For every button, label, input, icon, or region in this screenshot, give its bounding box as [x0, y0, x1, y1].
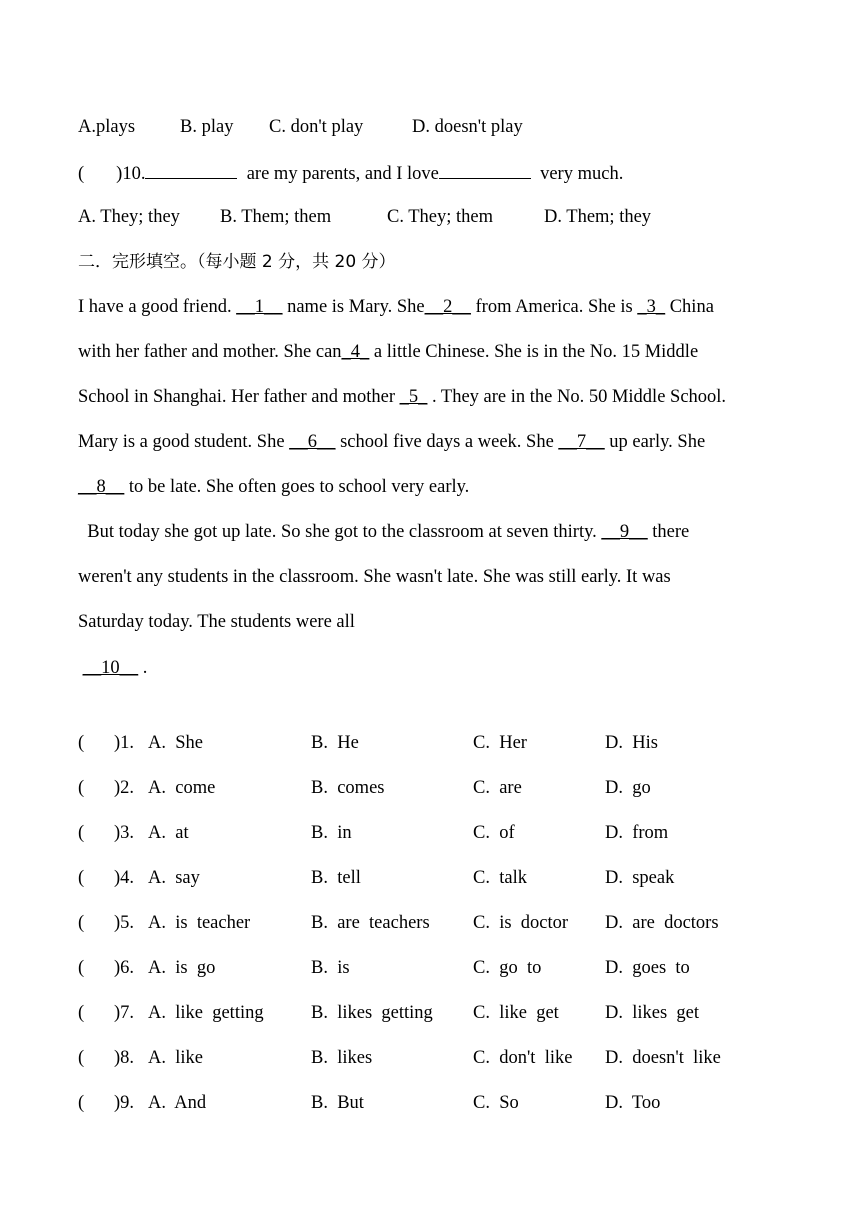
choice-option-c: C. don't like [473, 1048, 573, 1068]
passage-text: with her father and mother. She can [78, 342, 342, 362]
q9-option-a: A.plays [78, 117, 136, 137]
passage-text: . They are in the No. 50 Middle School. [427, 387, 727, 407]
choice-option-a: A. come [148, 778, 216, 798]
choice-option-b: B. is [311, 958, 350, 978]
question-number: )2. [114, 778, 135, 798]
question-number: )7. [114, 1003, 135, 1023]
q10-question [78, 160, 623, 186]
choice-option-d: D. speak [605, 868, 675, 888]
blank-4: _4_ [341, 342, 370, 362]
q10-option-a: A. They; they [78, 207, 180, 227]
passage-text: I have a good friend. [78, 297, 237, 317]
question-number: )1. [114, 733, 135, 753]
choice-option-d: D. from [605, 823, 669, 843]
choice-option-d: D. are doctors [605, 913, 719, 933]
answer-paren-open: ( [78, 823, 85, 843]
choice-option-b: B. comes [311, 778, 385, 798]
answer-paren-open: ( [78, 958, 85, 978]
choice-option-b: B. likes getting [311, 1003, 433, 1023]
choice-option-d: D. likes get [605, 1003, 700, 1023]
passage-text: there [647, 522, 690, 542]
passage-text: school five days a week. She [335, 432, 559, 452]
q9-option-b: B. play [180, 117, 234, 137]
answer-paren-open: ( [78, 164, 85, 184]
choice-option-a: A. is go [148, 958, 216, 978]
passage-line-8: Saturday today. The students were all [78, 612, 355, 632]
question-number: )3. [114, 823, 135, 843]
question-number: )10. [116, 164, 146, 184]
choice-option-c: C. is doctor [473, 913, 569, 933]
answer-paren-open: ( [78, 1048, 85, 1068]
q10-option-b: B. Them; them [220, 207, 332, 227]
choice-option-d: D. Too [605, 1093, 661, 1113]
passage-text: a little Chinese. She is in the No. 15 Middle [369, 342, 699, 362]
q10-option-d: D. Them; they [544, 207, 652, 227]
question-number: )8. [114, 1048, 135, 1068]
question-number: )6. [114, 958, 135, 978]
passage-text: School in Shanghai. Her father and mother [78, 387, 400, 407]
section-heading: 二．完形填空。（每小题 2 分，共 20 分） [78, 252, 396, 272]
choice-option-b: B. in [311, 823, 352, 843]
choice-option-d: D. His [605, 733, 658, 753]
passage-line-4 [78, 430, 705, 454]
q9-option-d: D. doesn't play [412, 117, 523, 137]
blank-9: __9__ [601, 522, 648, 542]
passage-line-6 [78, 520, 689, 544]
passage-line-2 [78, 340, 698, 364]
answer-paren-open: ( [78, 733, 85, 753]
answer-paren-open: ( [78, 868, 85, 888]
q9-option-c: C. don't play [269, 117, 364, 137]
passage-text: But today she got up late. So she got to the classroom at seven thirty. [78, 522, 602, 542]
passage-text: . [138, 658, 148, 678]
choice-option-a: A. is teacher [148, 913, 251, 933]
question-number: )9. [114, 1093, 135, 1113]
blank-line [145, 160, 237, 179]
blank-5: _5_ [399, 387, 428, 407]
passage-text: Mary is a good student. She [78, 432, 290, 452]
choice-option-c: C. are [473, 778, 522, 798]
blank-7: __7__ [558, 432, 605, 452]
choice-option-d: D. doesn't like [605, 1048, 721, 1068]
choice-option-c: C. like get [473, 1003, 559, 1023]
choice-option-c: C. So [473, 1093, 519, 1113]
q10-option-c: C. They; them [387, 207, 494, 227]
choice-option-b: B. tell [311, 868, 361, 888]
q9-options [78, 115, 523, 139]
answer-paren-open: ( [78, 1093, 85, 1113]
blank-line [439, 160, 531, 179]
choice-option-c: C. go to [473, 958, 542, 978]
passage-line-5 [78, 475, 469, 499]
passage-line-7: weren't any students in the classroom. She wasn't late. She was still early. It was [78, 567, 671, 587]
choice-option-b: B. are teachers [311, 913, 430, 933]
answer-paren-open: ( [78, 778, 85, 798]
passage-line-9 [78, 656, 147, 680]
choice-option-d: D. goes to [605, 958, 690, 978]
passage-line-3 [78, 385, 726, 409]
passage-line-1 [78, 295, 714, 319]
blank-3: _3_ [637, 297, 666, 317]
choice-option-c: C. of [473, 823, 515, 843]
choice-option-a: A. say [148, 868, 200, 888]
choice-option-c: C. talk [473, 868, 527, 888]
passage-text: China [665, 297, 714, 317]
blank-6: __6__ [289, 432, 336, 452]
q10-text-part2: very much. [540, 164, 624, 184]
q10-text-part1: are my parents, and I love [246, 164, 439, 184]
choice-option-b: B. He [311, 733, 359, 753]
answer-paren-open: ( [78, 913, 85, 933]
choice-option-a: A. at [148, 823, 189, 843]
blank-1: __1__ [236, 297, 283, 317]
passage-text: name is Mary. She [282, 297, 425, 317]
question-number: )4. [114, 868, 135, 888]
choice-option-b: B. But [311, 1093, 364, 1113]
choice-option-a: A. And [148, 1093, 207, 1113]
passage-text: to be late. She often goes to school very early. [124, 477, 470, 497]
question-number: )5. [114, 913, 135, 933]
choice-option-c: C. Her [473, 733, 527, 753]
passage-text: up early. She [604, 432, 706, 452]
blank-2: __2__ [424, 297, 471, 317]
blank-10: __10__ [82, 658, 139, 678]
choice-option-a: A. like getting [148, 1003, 264, 1023]
choice-option-a: A. She [148, 733, 203, 753]
blank-8: __8__ [78, 477, 125, 497]
passage-text: from America. She is [470, 297, 638, 317]
q10-options [78, 205, 651, 229]
answer-paren-open: ( [78, 1003, 85, 1023]
choice-option-b: B. likes [311, 1048, 373, 1068]
choice-option-a: A. like [148, 1048, 203, 1068]
choice-option-d: D. go [605, 778, 651, 798]
